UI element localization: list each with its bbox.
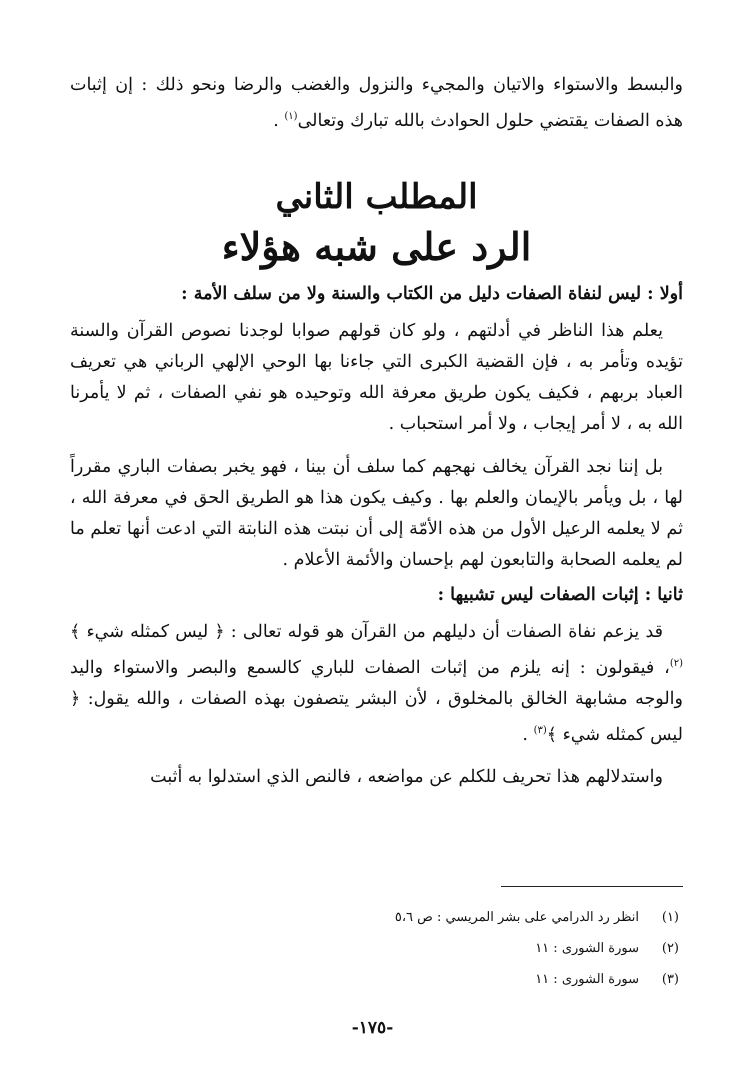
footnote-ref-3: (٣) <box>533 724 547 736</box>
paragraph-3-end: . <box>522 724 534 745</box>
intro-end: . <box>273 110 285 131</box>
page-number: -١٧٥- <box>351 1018 394 1038</box>
paragraph-3-part-a: قد يزعم نفاة الصفات أن دليلهم من القرآن هو قوله تعالى : ﴿ ليس كمثله شيء ﴾ <box>70 621 663 642</box>
intro-paragraph <box>70 70 683 137</box>
paragraph-3 <box>70 617 683 751</box>
paragraph-3-part-b: ، فيقولون : إنه يلزم من إثبات الصفات للباري كالسمع والبصر والاستواء واليد والوجه مشابهة الخالق بالمخلوق ، لأن البشر يتصفون بهذه الصفات ، والله يقول: ﴿ ليس كمثله شيء ﴾ <box>70 657 683 745</box>
section-subheading: الرد على شبه هؤلاء <box>221 223 532 269</box>
section2-title: ثانيا : إثبات الصفات ليس تشبيها : <box>437 584 683 605</box>
footnotes <box>319 902 679 995</box>
footnote-ref-2: (٢) <box>669 657 683 669</box>
paragraph-2: بل إننا نجد القرآن يخالف نهجهم كما سلف أن بينا ، فهو يخبر بصفات الباري مقرراً لها ، بل ويأمر بالإيمان والعلم بها . وكيف يكون هذا هو الطريق الحق في معرفة الله ، ثم لا يعلمه الرعيل الأول من هذه الأمّة إلى أن نبتت هذه النابتة التي ادعت أنها تعلم ما لم يعلمه الصحابة والتابعون لهم بإحسان والأئمة الأعلام . <box>70 456 683 570</box>
paragraph-4: واستدلالهم هذا تحريف للكلم عن مواضعه ، فالنص الذي استدلوا به أثبت <box>150 767 663 788</box>
intro-text: والبسط والاستواء والاتيان والمجيء والنزول والغضب والرضا ونحو ذلك : إن إثبات هذه الصفات يقتضي حلول الحوادث بالله تبارك وتعالى <box>70 75 683 131</box>
footnote-item <box>319 933 679 964</box>
footnote-number: (٢) <box>661 941 679 956</box>
section1-title: أولا : ليس لنفاة الصفات دليل من الكتاب والسنة ولا من سلف الأمة : <box>181 283 683 304</box>
footnote-item <box>319 902 679 933</box>
section-heading: المطلب الثاني <box>275 176 478 217</box>
footnote-ref-1: (١) <box>284 111 298 122</box>
paragraph-1: يعلم هذا الناظر في أدلتهم ، ولو كان قولهم صوابا لوجدنا نصوص القرآن والسنة تؤيده وتأمر به ، فإن القضية الكبرى التي جاءنا بها الوحي الإلهي الرباني هي تعريف العباد بربهم ، فكيف يكون طريق معرفة الله وتوحيده هو نفي الصفات ، ثم لا يأمرنا الله به ، لا أمر إيجاب ، ولا أمر استحباب . <box>70 320 683 434</box>
footnote-divider <box>501 886 683 887</box>
footnote-text: انظر رد الدرامي على بشر المريسي : ص ٥،٦ <box>394 910 639 925</box>
footnote-text: سورة الشورى : ١١ <box>535 941 639 956</box>
footnote-text: سورة الشورى : ١١ <box>535 972 639 987</box>
page-body <box>70 70 683 793</box>
footnote-item <box>319 964 679 995</box>
footnote-number: (٣) <box>661 972 679 987</box>
footnote-number: (١) <box>661 910 679 925</box>
